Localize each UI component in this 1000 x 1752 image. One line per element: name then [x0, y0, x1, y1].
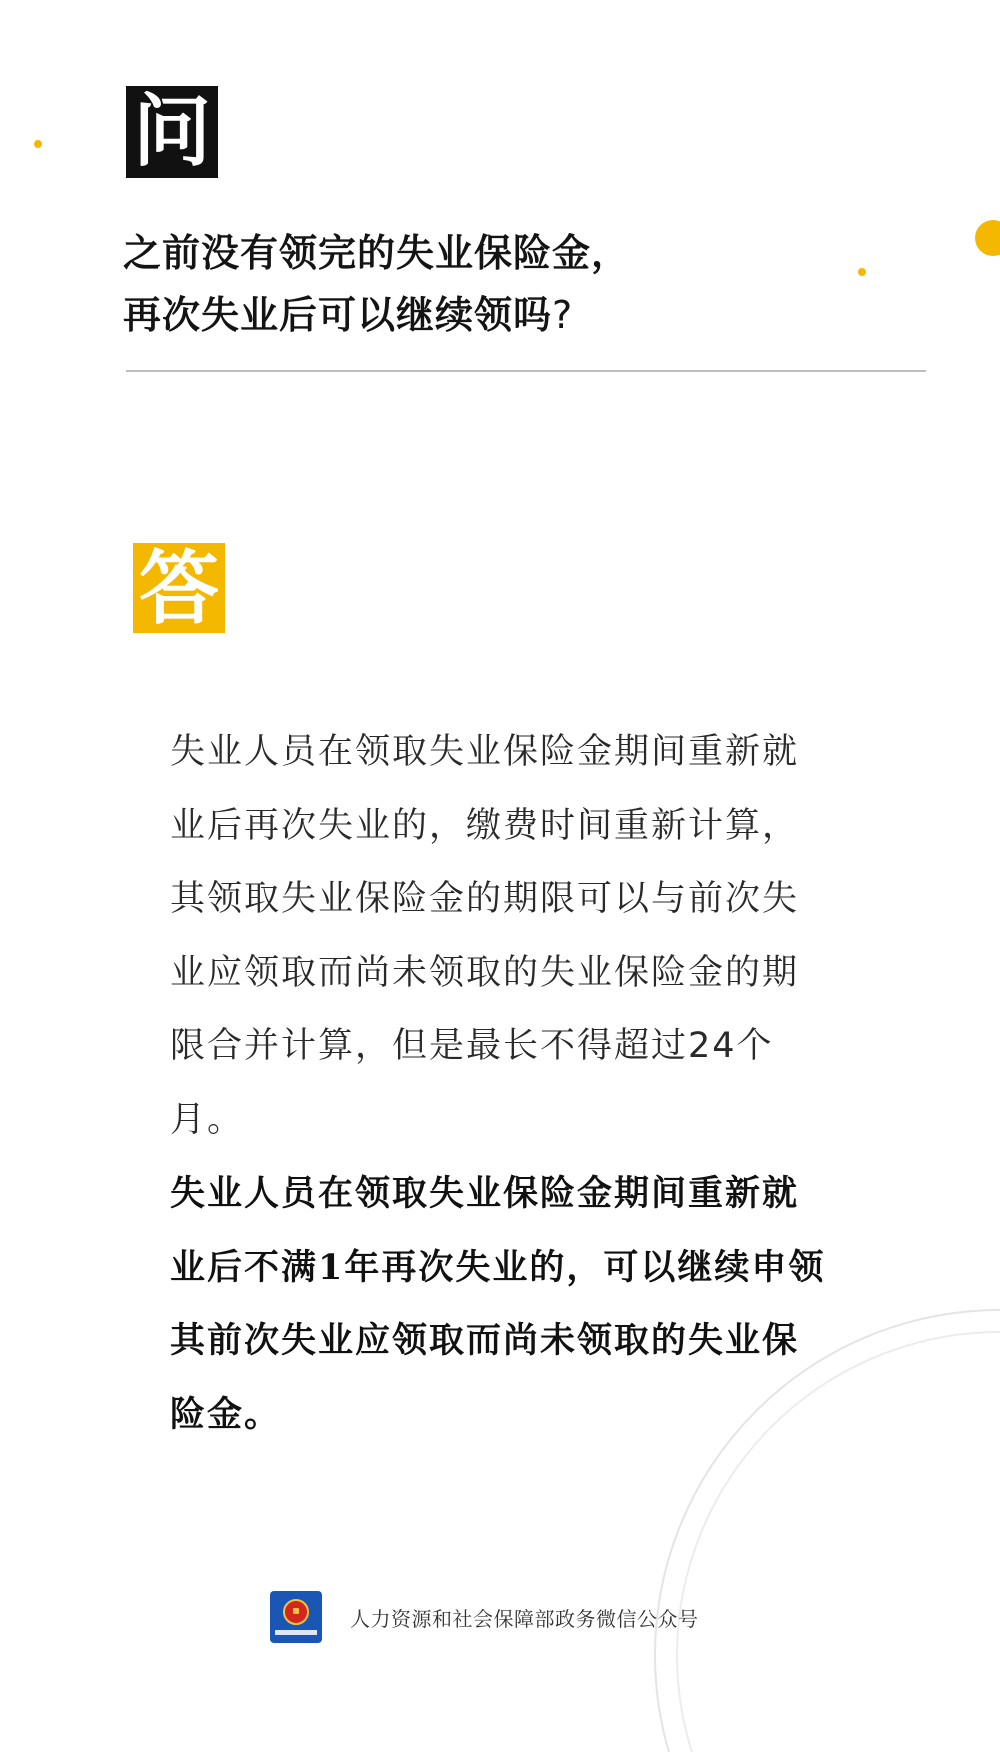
mohrss-emblem-icon	[270, 1591, 322, 1643]
question-line-2-text: 再次失业后可以继续领吗	[123, 293, 553, 337]
footer	[270, 1590, 699, 1644]
footer-source: 人力资源和社会保障部政务微信公众号	[350, 1606, 699, 1631]
answer-paragraph-bold: 失业人员在领取失业保险金期间重新就业后不满1年再次失业的，可以继续申领其前次失业应领取而尚未领取的失业保险金。	[170, 1173, 826, 1435]
answer-paragraph-normal: 失业人员在领取失业保险金期间重新就业后再次失业的，缴费时间重新计算，其领取失业保险金的期限可以与前次失业应领取而尚未领取的失业保险金的期限合并计算，但是最长不得超过24个月。	[170, 732, 800, 1140]
question-mark: ?	[552, 293, 574, 337]
question-line-1: 之前没有领完的失业保险金，	[123, 231, 631, 275]
question-marker: 问	[126, 86, 218, 178]
answer-marker: 答	[133, 543, 225, 633]
